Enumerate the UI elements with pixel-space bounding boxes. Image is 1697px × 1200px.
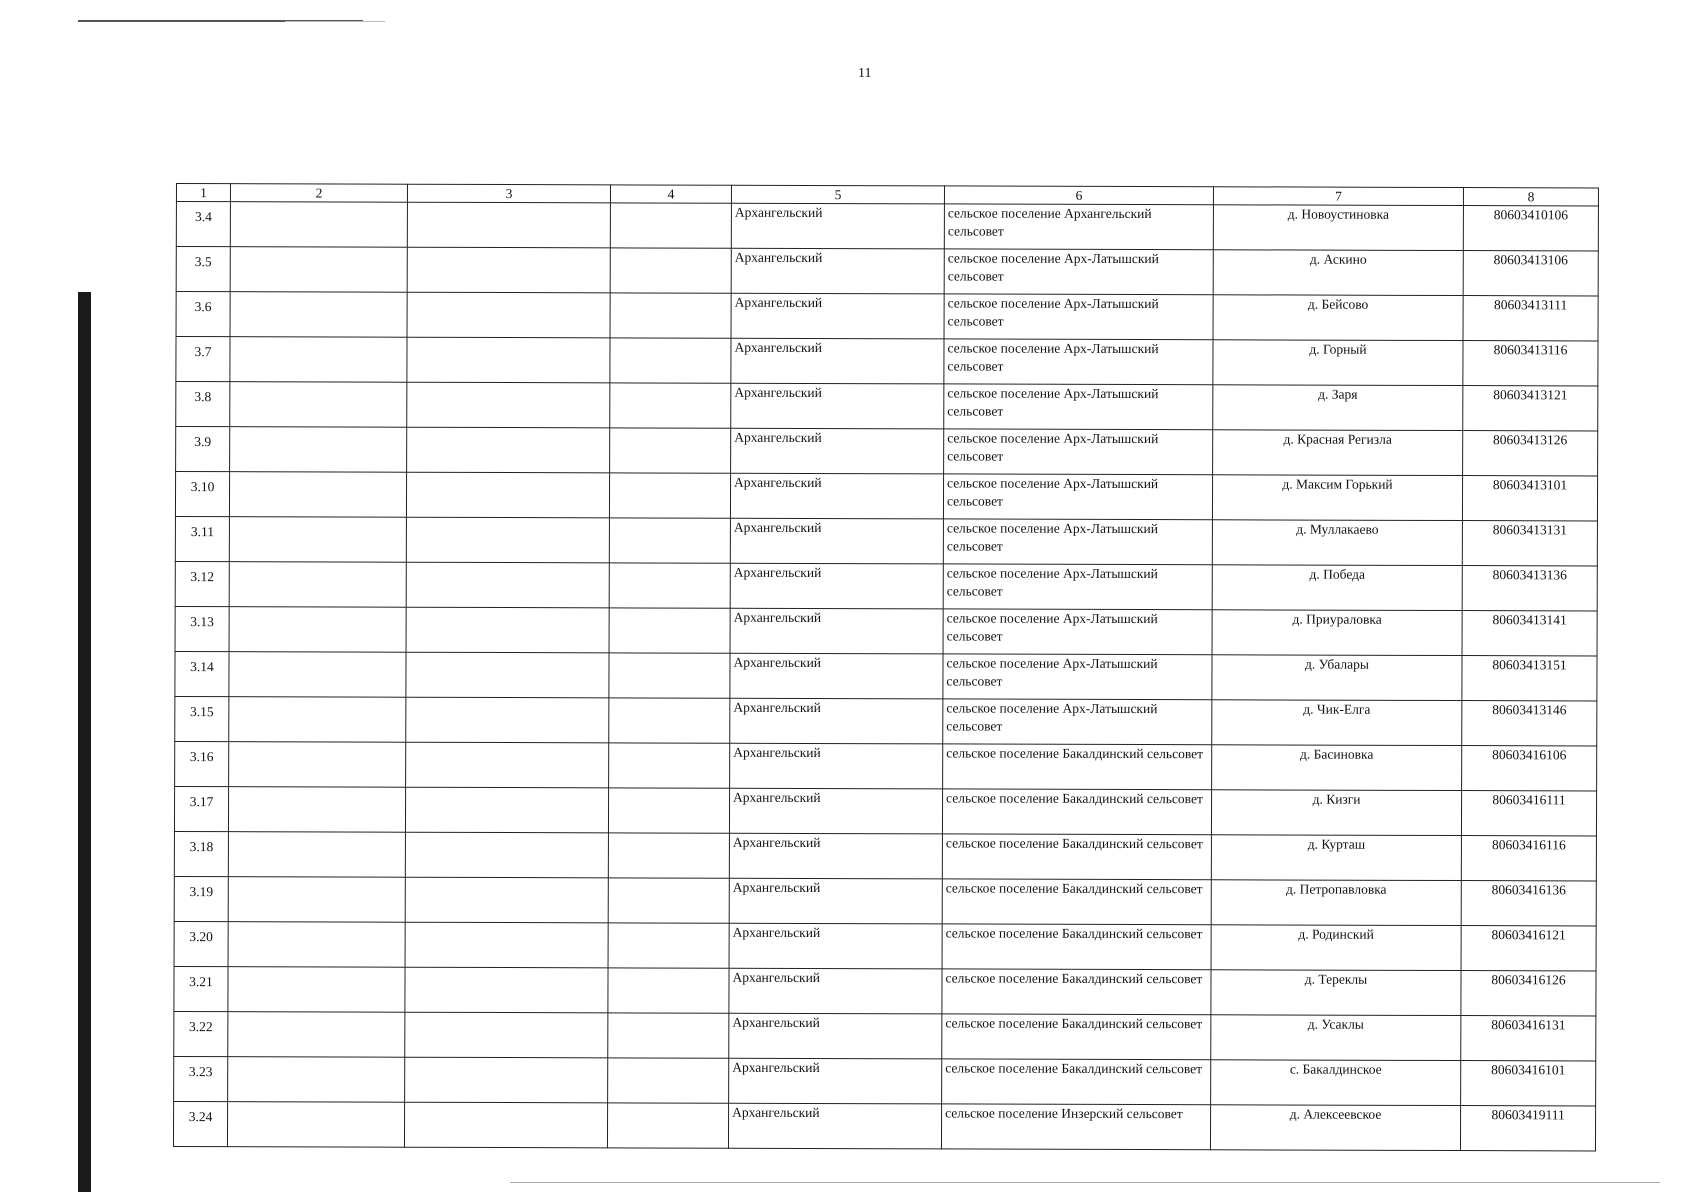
column-4-cell <box>610 338 731 383</box>
settlement-cell: сельское поселение Арх-Латышский сельсовет <box>943 654 1212 700</box>
row-number-cell: 3.15 <box>175 696 229 741</box>
column-2-cell <box>228 832 405 878</box>
locality-cell: д. Басиновка <box>1212 745 1462 791</box>
locality-cell: д. Муллакаево <box>1212 520 1462 566</box>
column-2-cell <box>228 787 405 833</box>
header-cell-3: 3 <box>407 184 610 203</box>
locality-cell: д. Убалары <box>1212 655 1462 701</box>
district-cell: Архангельский <box>729 878 942 924</box>
locality-cell: д. Кизги <box>1211 790 1461 836</box>
row-number-cell: 3.13 <box>175 606 229 651</box>
district-cell: Архангельский <box>731 428 944 474</box>
column-4-cell <box>607 1103 728 1148</box>
settlement-cell: сельское поселение Архангельский сельсовет <box>944 204 1213 250</box>
locality-cell: с. Бакалдинское <box>1211 1060 1461 1106</box>
district-cell: Архангельский <box>731 203 944 249</box>
column-3-cell <box>405 832 608 878</box>
column-4-cell <box>608 1058 729 1103</box>
column-4-cell <box>609 698 730 743</box>
scan-artifact-left-bar <box>78 292 91 1192</box>
locality-cell: д. Красная Регизла <box>1213 430 1463 476</box>
row-number-cell: 3.18 <box>174 831 228 876</box>
settlement-cell: сельское поселение Арх-Латышский сельсовет <box>944 294 1213 340</box>
column-4-cell <box>610 203 731 248</box>
table-row <box>174 1056 1596 1105</box>
column-4-cell <box>609 473 730 518</box>
column-3-cell <box>406 652 609 698</box>
district-cell: Архангельский <box>730 518 943 564</box>
locality-cell: д. Аскино <box>1213 250 1463 296</box>
column-2-cell <box>228 877 405 923</box>
table-row <box>174 831 1596 880</box>
code-cell: 80603413116 <box>1463 341 1598 386</box>
table-row <box>176 337 1598 386</box>
column-3-cell <box>405 1057 608 1103</box>
locality-cell: д. Тереклы <box>1211 970 1461 1016</box>
column-4-cell <box>608 968 729 1013</box>
district-cell: Архангельский <box>730 653 943 699</box>
table-row <box>174 966 1596 1015</box>
column-4-cell <box>609 743 730 788</box>
column-2-cell <box>229 562 406 608</box>
district-cell: Архангельский <box>729 788 942 834</box>
locality-cell: д. Усаклы <box>1211 1015 1461 1061</box>
column-2-cell <box>230 427 407 473</box>
column-4-cell <box>610 293 731 338</box>
column-2-cell <box>230 292 407 338</box>
column-4-cell <box>609 563 730 608</box>
settlement-cell: сельское поселение Арх-Латышский сельсовет <box>944 429 1213 475</box>
table-row <box>174 876 1596 925</box>
header-cell-7: 7 <box>1213 187 1463 206</box>
locality-cell: д. Максим Горький <box>1212 475 1462 521</box>
settlement-cell: сельское поселение Инзерский сельсовет <box>941 1104 1210 1150</box>
district-cell: Архангельский <box>729 968 942 1014</box>
code-cell: 80603416131 <box>1461 1016 1596 1061</box>
table-row <box>175 651 1597 700</box>
column-2-cell <box>228 1057 405 1103</box>
locality-cell: д. Курташ <box>1211 835 1461 881</box>
district-cell: Архангельский <box>729 923 942 969</box>
locality-cell: д. Новоустиновка <box>1213 205 1463 251</box>
district-cell: Архангельский <box>731 293 944 339</box>
column-4-cell <box>608 923 729 968</box>
column-3-cell <box>407 247 610 293</box>
settlement-cell: сельское поселение Арх-Латышский сельсовет <box>943 609 1212 655</box>
scan-artifact-top-line-faint <box>285 21 385 22</box>
code-cell: 80603413131 <box>1462 521 1597 566</box>
column-2-cell <box>229 652 406 698</box>
registry-table-container <box>173 183 1599 1151</box>
settlement-cell: сельское поселение Арх-Латышский сельсовет <box>943 564 1212 610</box>
settlement-cell: сельское поселение Бакалдинский сельсовет <box>942 789 1211 835</box>
row-number-cell: 3.16 <box>175 741 229 786</box>
code-cell: 80603416106 <box>1462 746 1597 791</box>
row-number-cell: 3.6 <box>176 292 230 337</box>
locality-cell: д. Горный <box>1213 340 1463 386</box>
row-number-cell: 3.9 <box>176 427 230 472</box>
table-row <box>175 561 1597 610</box>
row-number-cell: 3.20 <box>174 921 228 966</box>
settlement-cell: сельское поселение Арх-Латышский сельсовет <box>944 384 1213 430</box>
column-2-cell <box>230 247 407 293</box>
district-cell: Архангельский <box>730 743 943 789</box>
page-number: 11 <box>858 66 872 81</box>
district-cell: Архангельский <box>731 248 944 294</box>
district-cell: Архангельский <box>731 383 944 429</box>
settlement-cell: сельское поселение Бакалдинский сельсовет <box>942 969 1211 1015</box>
row-number-cell: 3.17 <box>174 786 228 831</box>
code-cell: 80603419111 <box>1460 1106 1595 1151</box>
row-number-cell: 3.12 <box>175 561 229 606</box>
code-cell: 80603413151 <box>1462 656 1597 701</box>
column-3-cell <box>407 337 610 383</box>
column-3-cell <box>405 967 608 1013</box>
table-row <box>176 427 1598 476</box>
column-2-cell <box>229 742 406 788</box>
code-cell: 80603413146 <box>1462 701 1597 746</box>
column-3-cell <box>406 607 609 653</box>
column-2-cell <box>227 1102 404 1148</box>
column-3-cell <box>405 877 608 923</box>
code-cell: 80603416111 <box>1461 791 1596 836</box>
row-number-cell: 3.23 <box>174 1056 228 1101</box>
locality-cell: д. Победа <box>1212 565 1462 611</box>
column-4-cell <box>610 428 731 473</box>
row-number-cell: 3.11 <box>175 516 229 561</box>
table-row <box>173 1101 1595 1150</box>
settlement-cell: сельское поселение Бакалдинский сельсовет <box>942 1059 1211 1105</box>
code-cell: 80603413136 <box>1462 566 1597 611</box>
column-2-cell <box>230 202 407 248</box>
locality-cell: д. Бейсово <box>1213 295 1463 341</box>
code-cell: 80603413111 <box>1463 296 1598 341</box>
column-2-cell <box>228 1012 405 1058</box>
table-row <box>175 741 1597 790</box>
header-cell-2: 2 <box>230 184 407 203</box>
column-2-cell <box>229 697 406 743</box>
row-number-cell: 3.7 <box>176 337 230 382</box>
column-3-cell <box>407 292 610 338</box>
settlement-cell: сельское поселение Бакалдинский сельсовет <box>942 924 1211 970</box>
scan-artifact-bottom-line <box>510 1182 1660 1183</box>
header-cell-6: 6 <box>944 186 1213 205</box>
district-cell: Архангельский <box>729 833 942 879</box>
settlement-cell: сельское поселение Бакалдинский сельсовет <box>942 879 1211 925</box>
header-cell-5: 5 <box>731 185 944 204</box>
code-cell: 80603413121 <box>1463 386 1598 431</box>
settlement-cell: сельское поселение Бакалдинский сельсовет <box>942 1014 1211 1060</box>
code-cell: 80603413126 <box>1463 431 1598 476</box>
column-4-cell <box>608 788 729 833</box>
code-cell: 80603416126 <box>1461 971 1596 1016</box>
header-cell-1: 1 <box>176 184 230 202</box>
column-2-cell <box>230 337 407 383</box>
settlement-cell: сельское поселение Бакалдинский сельсовет <box>942 834 1211 880</box>
column-3-cell <box>405 787 608 833</box>
code-cell: 80603416116 <box>1461 836 1596 881</box>
column-3-cell <box>406 697 609 743</box>
district-cell: Архангельский <box>728 1103 941 1149</box>
column-2-cell <box>228 922 405 968</box>
code-cell: 80603413106 <box>1463 251 1598 296</box>
table-row <box>176 247 1598 296</box>
settlement-cell: сельское поселение Арх-Латышский сельсовет <box>944 249 1213 295</box>
row-number-cell: 3.4 <box>176 202 230 247</box>
settlement-cell: сельское поселение Арх-Латышский сельсовет <box>943 474 1212 520</box>
column-4-cell <box>610 383 731 428</box>
table-row <box>176 292 1598 341</box>
settlement-cell: сельское поселение Арх-Латышский сельсовет <box>943 519 1212 565</box>
column-3-cell <box>407 427 610 473</box>
table-row <box>175 472 1597 521</box>
column-4-cell <box>609 608 730 653</box>
code-cell: 80603413101 <box>1462 476 1597 521</box>
row-number-cell: 3.10 <box>175 472 229 517</box>
row-number-cell: 3.19 <box>174 876 228 921</box>
row-number-cell: 3.21 <box>174 966 228 1011</box>
district-cell: Архангельский <box>731 338 944 384</box>
column-4-cell <box>610 248 731 293</box>
table-row <box>174 921 1596 970</box>
column-2-cell <box>229 472 406 518</box>
table-row <box>176 202 1598 251</box>
column-4-cell <box>608 1013 729 1058</box>
district-cell: Архангельский <box>730 473 943 519</box>
row-number-cell: 3.22 <box>174 1011 228 1056</box>
column-2-cell <box>228 967 405 1013</box>
code-cell: 80603416121 <box>1461 926 1596 971</box>
column-4-cell <box>608 878 729 923</box>
column-4-cell <box>608 833 729 878</box>
column-3-cell <box>407 382 610 428</box>
locality-cell: д. Петропавловка <box>1211 880 1461 926</box>
row-number-cell: 3.14 <box>175 651 229 696</box>
table-row <box>175 696 1597 745</box>
table-row <box>176 382 1598 431</box>
code-cell: 80603410106 <box>1463 206 1598 251</box>
column-2-cell <box>230 382 407 428</box>
locality-cell: д. Чик-Елга <box>1212 700 1462 746</box>
locality-cell: д. Родинский <box>1211 925 1461 971</box>
code-cell: 80603416136 <box>1461 881 1596 926</box>
table-row <box>175 606 1597 655</box>
district-cell: Архангельский <box>729 1058 942 1104</box>
column-3-cell <box>406 742 609 788</box>
registry-table <box>173 183 1599 1151</box>
district-cell: Архангельский <box>729 1013 942 1059</box>
settlement-cell: сельское поселение Арх-Латышский сельсовет <box>943 699 1212 745</box>
column-3-cell <box>405 922 608 968</box>
column-3-cell <box>407 202 610 248</box>
column-2-cell <box>229 517 406 563</box>
column-3-cell <box>405 1012 608 1058</box>
row-number-cell: 3.5 <box>176 247 230 292</box>
header-cell-8: 8 <box>1463 188 1598 206</box>
column-3-cell <box>406 562 609 608</box>
district-cell: Архангельский <box>730 698 943 744</box>
table-row <box>175 516 1597 565</box>
column-3-cell <box>404 1102 607 1148</box>
column-4-cell <box>609 653 730 698</box>
locality-cell: д. Алексеевское <box>1210 1105 1460 1151</box>
settlement-cell: сельское поселение Арх-Латышский сельсовет <box>944 339 1213 385</box>
row-number-cell: 3.24 <box>173 1101 227 1146</box>
column-3-cell <box>406 472 609 518</box>
row-number-cell: 3.8 <box>176 382 230 427</box>
settlement-cell: сельское поселение Бакалдинский сельсовет <box>943 744 1212 790</box>
code-cell: 80603416101 <box>1461 1061 1596 1106</box>
table-row <box>174 786 1596 835</box>
column-2-cell <box>229 607 406 653</box>
district-cell: Архангельский <box>730 608 943 654</box>
table-row <box>174 1011 1596 1060</box>
header-cell-4: 4 <box>610 185 731 203</box>
locality-cell: д. Заря <box>1213 385 1463 431</box>
district-cell: Архангельский <box>730 563 943 609</box>
column-3-cell <box>406 517 609 563</box>
locality-cell: д. Приураловка <box>1212 610 1462 656</box>
column-4-cell <box>609 518 730 563</box>
code-cell: 80603413141 <box>1462 611 1597 656</box>
